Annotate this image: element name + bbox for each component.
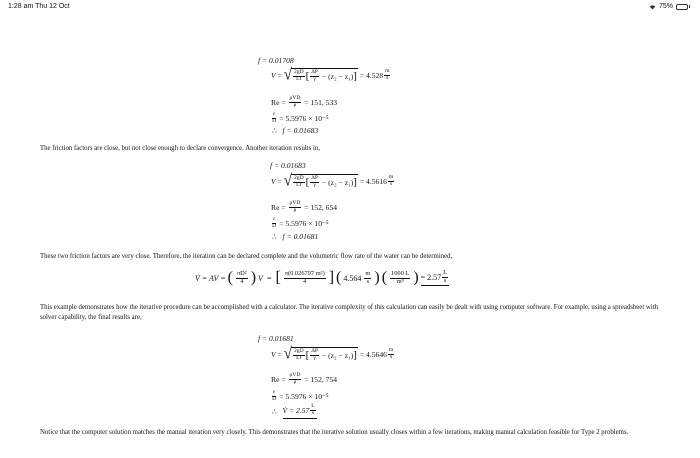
iter3-roughness: $\frac{\varepsilon}{D}$ = 5.5976 × 10⁻⁵ — [272, 389, 329, 402]
flow-rate-equation: V̇ = AV = ( $\frac{\text{πD²}}{4}$ ) V = [ $\frac{\text{π(0.026797 m²)}}{4}$ ] ( 4.564 $\frac{m}{s}$ ) ( $\frac{1000 L}{\text{m³}}$ ) = 2.57 $\frac{L}{s}$ — [195, 269, 448, 287]
iter1-roughness: $\frac{\varepsilon}{D}$ = 5.5976 × 10⁻⁵ — [272, 111, 329, 124]
paragraph-3: This example demonstrates how the iterative procedure can be accomplished with a calculator. The iterative complexity of this calculation can easily be dealt with using computer software. For example, using a spreadsheet with solver capability, the final results are, — [40, 304, 658, 321]
iter2-result: ∴ f = 0.01681 — [272, 232, 319, 241]
status-time: 1:28 am Thu 12 Oct — [8, 3, 70, 10]
status-right — [649, 3, 690, 10]
paragraph-1: The friction factors are close, but not close enough to declare convergence. Another iteration results in, — [40, 145, 320, 152]
iter3-velocity: V = √ $\frac{2gD}{Lf}$ [ $\frac{\Delta P}{\gamma}$ − (z₂ − z₁) ] = 4.5646 $\frac{m}{s}$ — [271, 345, 394, 363]
status-bar — [0, 0, 700, 14]
battery-percent: 75% — [658, 3, 673, 10]
paragraph-2: These two friction factors are very close. Therefore, the iteration can be declared complete and the volumetric flow rate of the water can be determined, — [40, 253, 453, 260]
iter2-velocity: V = √ $\frac{2gD}{Lf}$ [ $\frac{\Delta P}{\gamma}$ − (z₂ − z₁) ] = 4.5616 $\frac{m}{s}$ — [271, 172, 394, 190]
iter1-velocity: V = √ $\frac{2gD}{Lf}$ [ $\frac{\Delta P}{\gamma}$ − (z₂ − z₁) ] = 4.528 $\frac{m}{s}$ — [271, 66, 390, 84]
iter1-f: f = 0.01708 — [258, 56, 294, 65]
iter1-result: ∴ f = 0.01683 — [272, 126, 319, 135]
iter2-roughness: $\frac{\varepsilon}{D}$ = 5.5976 × 10⁻⁵ — [272, 216, 329, 229]
iter1-reynolds: Re = $\frac{\text{ρVD}}{\mu}$ = 151, 533 — [271, 95, 338, 108]
wifi-icon — [649, 4, 656, 10]
iter2-reynolds: Re = $\frac{\text{ρVD}}{\mu}$ = 152, 654 — [271, 200, 338, 213]
battery-icon — [676, 4, 690, 10]
iter3-result: ∴ V̇ = 2.57 $\frac{L}{s}$ — [272, 404, 317, 419]
iter3-f: f = 0.01681 — [258, 334, 294, 343]
iter2-f: f = 0.01683 — [270, 161, 306, 170]
iter3-reynolds: Re = $\frac{\text{ρVD}}{\mu}$ = 152, 754 — [271, 372, 338, 385]
paragraph-4: Notice that the computer solution matches the manual iteration very closely. This demonstrates that the iterative solution usually closes within a few iterations, making manual calculation feasible for Type 2 problems. — [40, 429, 629, 436]
